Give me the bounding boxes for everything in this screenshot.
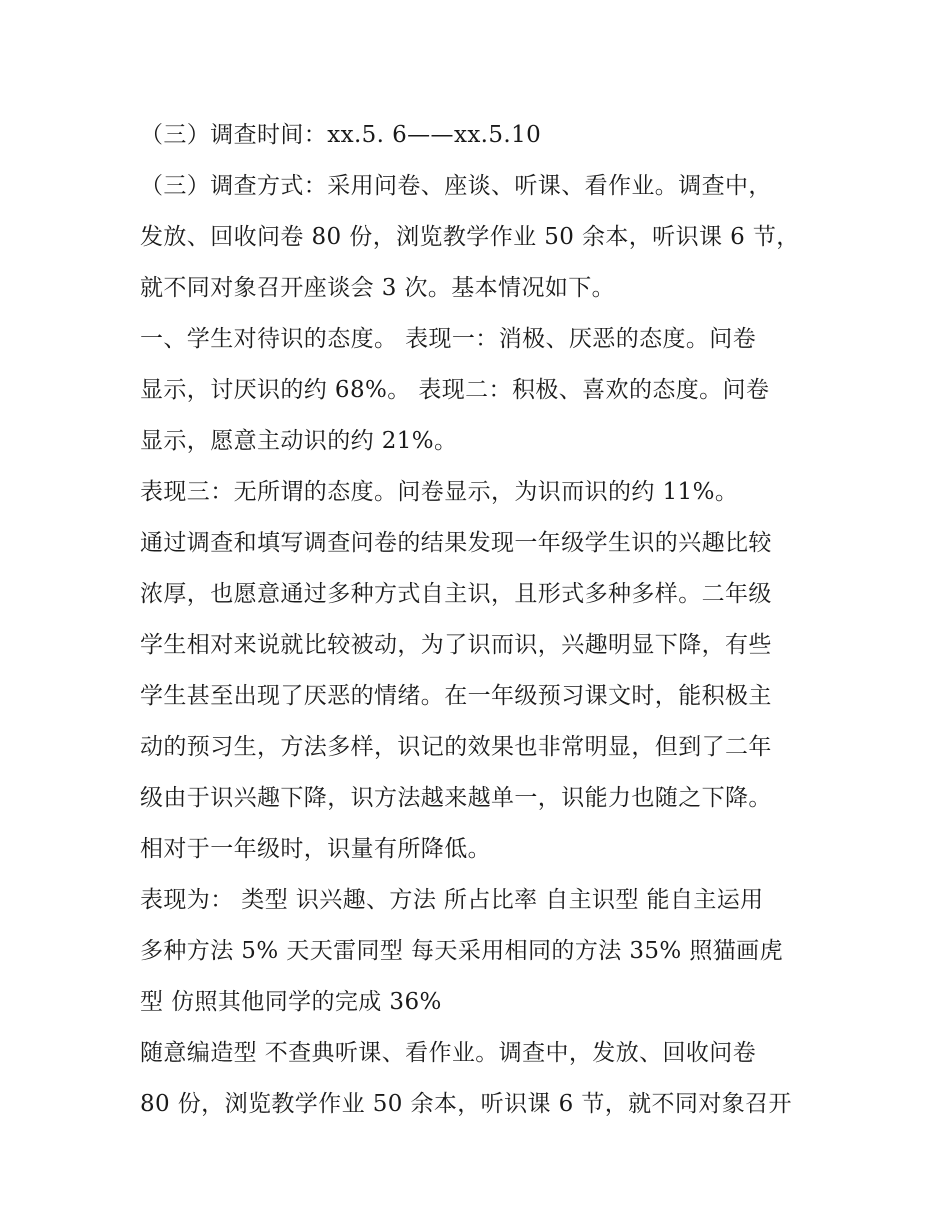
text-line: 相对于一年级时，识量有所降低。 <box>140 836 491 862</box>
text-line: （三）调查时间：xx.5. 6——xx.5.10 <box>140 122 542 148</box>
text-line: 表现三：无所谓的态度。问卷显示，为识而识的约 11%。 <box>140 479 739 505</box>
text-line: 学生甚至出现了厌恶的情绪。在一年级预习课文时，能积极主 <box>140 683 772 709</box>
text-line: 一、学生对待识的态度。 表现一：消极、厌恶的态度。问卷 <box>140 326 757 352</box>
document-body <box>140 110 830 1130</box>
text-line: 级由于识兴趣下降，识方法越来越单一，识能力也随之下降。 <box>140 785 772 811</box>
text-line: 发放、回收问卷 80 份，浏览教学作业 50 余本，听识课 6 节， <box>140 224 800 250</box>
text-line: 多种方法 5% 天天雷同型 每天采用相同的方法 35% 照猫画虎 <box>140 938 783 964</box>
text-line: 80 份，浏览教学作业 50 余本，听识课 6 节，就不同对象召开 <box>140 1091 792 1117</box>
text-line: 就不同对象召开座谈会 3 次。基本情况如下。 <box>140 275 616 301</box>
text-line: 学生相对来说就比较被动，为了识而识，兴趣明显下降，有些 <box>140 632 772 658</box>
text-line: 随意编造型 不查典听课、看作业。调查中，发放、回收问卷 <box>140 1040 757 1066</box>
text-line: 通过调查和填写调查问卷的结果发现一年级学生识的兴趣比较 <box>140 530 772 556</box>
text-line: 动的预习生，方法多样，识记的效果也非常明显，但到了二年 <box>140 734 772 760</box>
text-line: 型 仿照其他同学的完成 36% <box>140 989 442 1015</box>
text-line: 表现为： 类型 识兴趣、方法 所占比率 自主识型 能自主运用 <box>140 887 764 913</box>
text-line: 浓厚，也愿意通过多种方式自主识，且形式多种多样。二年级 <box>140 581 772 607</box>
text-line: 显示，愿意主动识的约 21%。 <box>140 428 458 454</box>
text-line: （三）调查方式：采用问卷、座谈、听课、看作业。调查中， <box>140 173 772 199</box>
text-line: 显示，讨厌识的约 68%。 表现二：积极、喜欢的态度。问卷 <box>140 377 770 403</box>
